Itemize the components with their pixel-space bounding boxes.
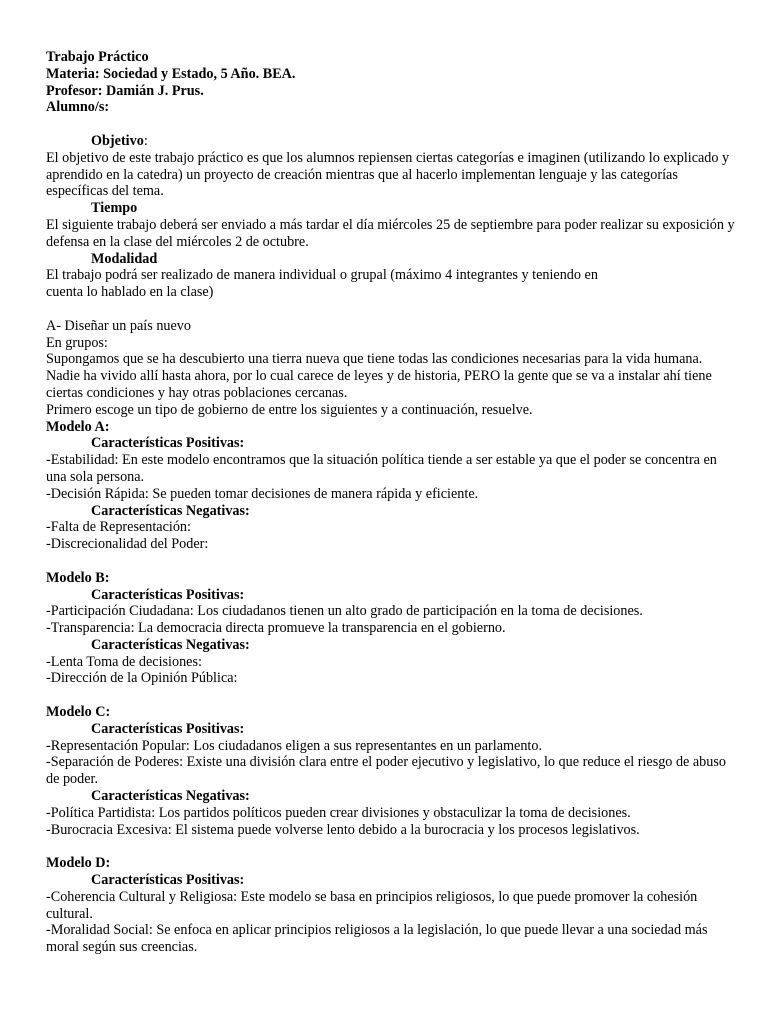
model-b-negative-1: -Lenta Toma de decisiones: (46, 653, 202, 670)
modality-text-line-2: cuenta lo hablado en la clase) (46, 284, 214, 301)
section-a-title: A- Diseñar un país nuevo (46, 317, 191, 334)
model-d-positive-2: -Moralidad Social: Se enfoca en aplicar principios religiosos a la legislación, lo que puede llevar a una sociedad más moral según sus creencias. (46, 922, 708, 956)
model-d-positive-1: -Coherencia Cultural y Religiosa: Este modelo se basa en principios religiosos, lo que puede promover la cohesión cultural. (46, 888, 698, 922)
document-body (46, 49, 736, 956)
model-d-positive-heading: Características Positivas: (91, 872, 245, 889)
model-a-title: Modelo A: (46, 418, 110, 435)
model-c-positive-1: -Representación Popular: Los ciudadanos eligen a sus representantes en un parlamento. (46, 737, 543, 754)
model-b-positive-1: -Participación Ciudadana: Los ciudadanos tienen un alto grado de participación en la toma de decisiones. (46, 603, 643, 620)
model-b-negative-heading: Características Negativas: (91, 636, 250, 653)
model-d-title: Modelo D: (46, 855, 111, 872)
model-a-positive-heading: Características Positivas: (91, 435, 245, 452)
model-a-negative-heading: Características Negativas: (91, 502, 250, 519)
model-b-positive-heading: Características Positivas: (91, 586, 245, 603)
model-c-negative-1: -Política Partidista: Los partidos políticos pueden crear divisiones y obstaculizar la toma de decisiones. (46, 804, 631, 821)
section-a-groups: En grupos: (46, 334, 108, 351)
model-a-positive-1: -Estabilidad: En este modelo encontramos que la situación política tiende a ser estable ya que el poder se concentra en una sola persona. (46, 452, 717, 485)
spacer (46, 687, 736, 704)
time-heading: Tiempo (91, 200, 138, 217)
spacer (46, 553, 736, 570)
model-c-positive-heading: Características Positivas: (91, 720, 245, 737)
students-line: Alumno/s: (46, 99, 110, 116)
objective-heading-label: Objetivo (91, 132, 144, 149)
model-c-negative-2: -Burocracia Excesiva: El sistema puede volverse lento debido a la burocracia y los procesos legislativos. (46, 821, 640, 838)
model-c-negative-heading: Características Negativas: (91, 788, 250, 805)
objective-heading (46, 133, 736, 150)
modality-text-line-1: El trabajo podrá ser realizado de manera individual o grupal (máximo 4 integrantes y teniendo en (46, 267, 598, 284)
model-c-positive-2: -Separación de Poderes: Existe una división clara entre el poder ejecutivo y legislativo, lo que reduce el riesgo de abuso de poder. (46, 754, 726, 788)
model-c-title: Modelo C: (46, 704, 111, 721)
modality-heading: Modalidad (91, 250, 158, 267)
time-text: El siguiente trabajo deberá ser enviado a más tardar el día miércoles 25 de septiembre para poder realizar su exposición y defensa en la clase del miércoles 2 de octubre. (46, 216, 735, 250)
subject-line: Materia: Sociedad y Estado, 5 Año. BEA. (46, 65, 296, 82)
spacer (46, 116, 736, 133)
section-a-instruction: Primero escoge un tipo de gobierno de entre los siguientes y a continuación, resuelve. (46, 401, 533, 418)
model-b-title: Modelo B: (46, 569, 110, 586)
document-title: Trabajo Práctico (46, 49, 149, 65)
teacher-line: Profesor: Damián J. Prus. (46, 82, 204, 99)
model-a-negative-2: -Discrecionalidad del Poder: (46, 536, 209, 553)
spacer (46, 301, 736, 318)
objective-heading-colon: : (143, 132, 148, 149)
section-a-intro: Supongamos que se ha descubierto una tierra nueva que tiene todas las condiciones necesarias para la vida humana. Nadie ha vivido allí hasta ahora, por lo cual carece de leyes y de historia, PERO la gente que se va a instalar ahí tiene ciertas condiciones y hay otras poblaciones cercanas. (46, 351, 712, 401)
spacer (46, 838, 736, 855)
model-a-positive-2: -Decisión Rápida: Se pueden tomar decisiones de manera rápida y eficiente. (46, 485, 479, 502)
model-b-negative-2: -Dirección de la Opinión Pública: (46, 670, 238, 687)
model-b-positive-2: -Transparencia: La democracia directa promueve la transparencia en el gobierno. (46, 620, 506, 637)
model-a-negative-1: -Falta de Representación: (46, 519, 191, 536)
objective-text: El objetivo de este trabajo práctico es que los alumnos repiensen ciertas categorías e imaginen (utilizando lo explicado y aprendido en la catedra) un proyecto de creación mientras que al hacerlo implementan lenguaje y las categorías específicas del tema. (46, 149, 730, 200)
